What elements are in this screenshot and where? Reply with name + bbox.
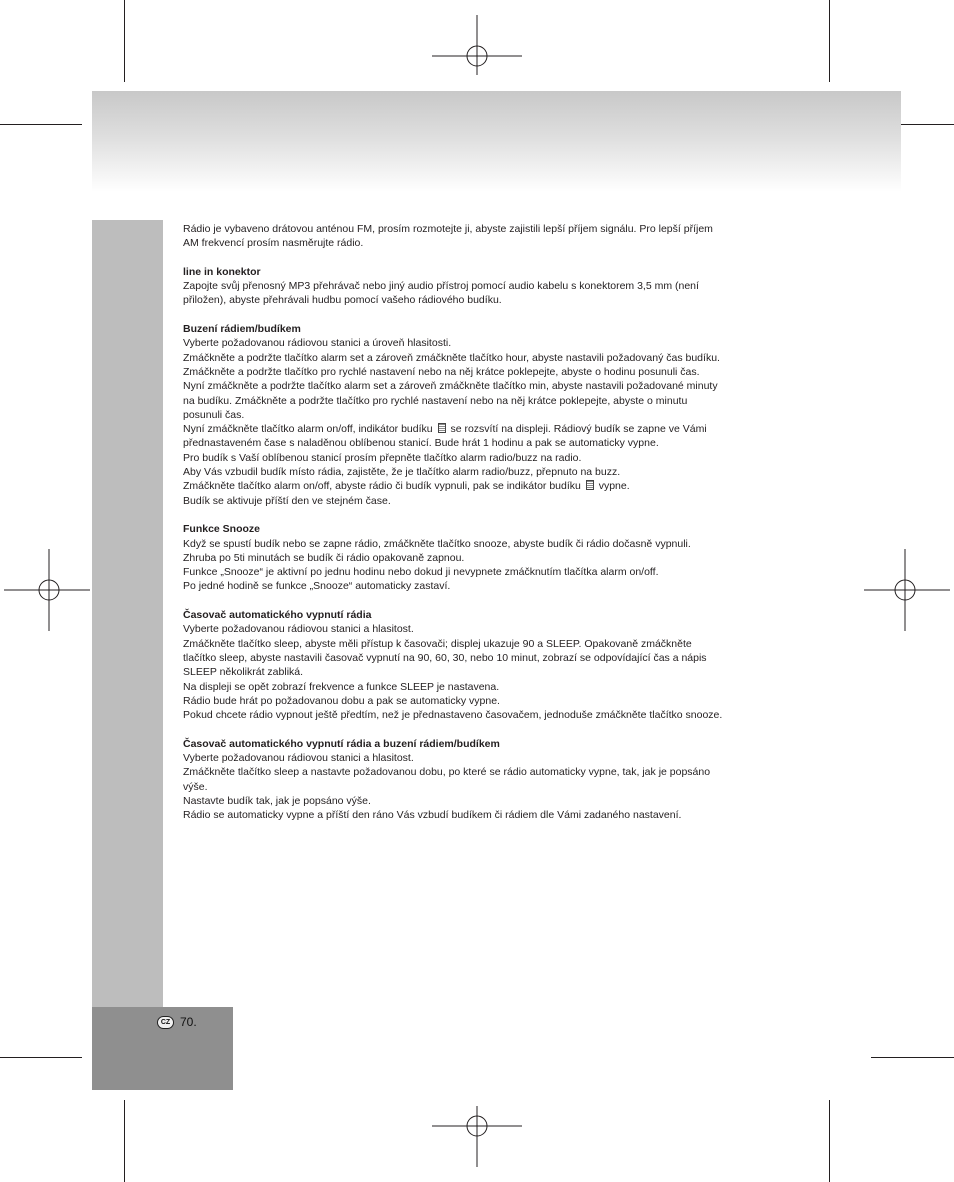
line-text: se rozsvítí na displeji. Rádiový budík se zapne ve Vámi <box>450 423 707 436</box>
paragraph-line: Aby Vás vzbudil budík místo rádia, zajistěte, že je tlačítko alarm radio/buzz, přepnuto na buzz. <box>183 466 621 479</box>
alarm-indicator-icon <box>586 480 594 490</box>
paragraph-line: Vyberte požadovanou rádiovou stanici a úroveň hlasitosti. <box>183 337 452 350</box>
paragraph-line: Zmáčkněte a podržte tlačítko alarm set a zároveň zmáčkněte tlačítko hour, abyste nastavili požadovaný čas budíku. <box>183 351 720 364</box>
paragraph-line: Funkce „Snooze“ je aktivní po jednu hodinu nebo dokud ji nevypnete zmáčknutím tlačítka alarm on/off. <box>183 566 659 579</box>
manual-content <box>183 222 803 822</box>
intro-line: AM frekvencí prosím nasměrujte rádio. <box>183 237 364 250</box>
section-heading-wake: Buzení rádiem/budíkem <box>183 323 301 336</box>
sidebar-strip <box>92 220 163 1090</box>
paragraph-line: Zapojte svůj přenosný MP3 přehrávač nebo jiný audio přístroj pomocí audio kabelu s konektorem 3,5 mm (není <box>183 280 699 293</box>
paragraph-line: na budíku. Zmáčkněte a podržte tlačítko pro rychlé nastavení nebo na něj krátce poklepejte, abyste o minutu <box>183 394 688 407</box>
paragraph-line <box>183 422 803 436</box>
paragraph-line: Na displeji se opět zobrazí frekvence a funkce SLEEP je nastavena. <box>183 680 500 693</box>
crop-mark-top-left-h <box>0 124 82 125</box>
paragraph-line: Rádio bude hrát po požadovanou dobu a pak se automaticky vypne. <box>183 694 500 707</box>
paragraph-line: Vyberte požadovanou rádiovou stanici a hlasitost. <box>183 751 414 764</box>
crop-mark-bottom-left-v <box>124 1100 125 1182</box>
paragraph-line: SLEEP několikrát zabliká. <box>183 666 304 679</box>
line-text: vypne. <box>598 480 630 493</box>
registration-mark-icon <box>860 545 950 635</box>
section-heading-snooze: Funkce Snooze <box>183 523 261 536</box>
registration-mark-icon <box>432 1081 522 1171</box>
line-text: Nyní zmáčkněte tlačítko alarm on/off, indikátor budíku <box>183 423 433 436</box>
crop-mark-bottom-right-h <box>871 1057 954 1058</box>
intro-line: Rádio je vybaveno drátovou anténou FM, prosím rozmotejte ji, abyste zajistili lepší příjem signálu. Pro lepší příjem <box>183 223 713 235</box>
paragraph-line: Pro budík s Vaší oblíbenou stanicí prosím přepněte tlačítko alarm radio/buzz na radio. <box>183 451 582 464</box>
paragraph-line: Zmáčkněte a podržte tlačítko pro rychlé nastavení nebo na něj krátce poklepejte, abyste o hodinu posunuli čas. <box>183 365 700 378</box>
registration-mark-icon <box>4 545 94 635</box>
paragraph-line: výše. <box>183 780 208 793</box>
registration-mark-icon <box>432 11 522 101</box>
paragraph-line <box>183 479 803 493</box>
paragraph-line: tlačítko sleep, abyste nastavili časovač vypnutí na 90, 60, 30, nebo 10 minut, zobrazí se odpovídající čas a nápis <box>183 651 707 664</box>
section-heading-sleep-wake: Časovač automatického vypnutí rádia a buzení rádiem/budíkem <box>183 737 500 750</box>
page-number-text: 70. <box>180 1015 197 1029</box>
paragraph-line: posunuli čas. <box>183 408 245 421</box>
crop-mark-bottom-left-h <box>0 1057 82 1058</box>
header-band <box>92 91 901 192</box>
page-number <box>157 1015 197 1029</box>
paragraph-line: Nyní zmáčkněte a podržte tlačítko alarm set a zároveň zmáčkněte tlačítko min, abyste nastavili požadované minuty <box>183 380 718 393</box>
paragraph-line: Nastavte budík tak, jak je popsáno výše. <box>183 794 371 807</box>
paragraph-line: Budík se aktivuje příští den ve stejném čase. <box>183 494 391 507</box>
paragraph-line: Vyberte požadovanou rádiovou stanici a hlasitost. <box>183 623 414 636</box>
section-heading-sleep-timer: Časovač automatického vypnutí rádia <box>183 609 372 622</box>
alarm-indicator-icon <box>438 423 446 433</box>
paragraph-line: přiložen), abyste přehrávali hudbu pomocí vašeho rádiového budíku. <box>183 294 502 307</box>
line-text: Zmáčkněte tlačítko alarm on/off, abyste rádio či budík vypnuli, pak se indikátor budíku <box>183 480 581 493</box>
paragraph-line: Když se spustí budík nebo se zapne rádio, zmáčkněte tlačítko snooze, abyste budík či rádio dočasně vypnuli. <box>183 537 691 550</box>
paragraph-line: Zhruba po 5ti minutách se budík či rádio opakovaně zapnou. <box>183 551 465 564</box>
paragraph-line: přednastaveném čase s naladěnou oblíbenou stanicí. Bude hrát 1 hodinu a pak se automaticky vypne. <box>183 437 659 450</box>
language-badge: CZ <box>157 1016 174 1029</box>
paragraph-line: Pokud chcete rádio vypnout ještě předtím, než je přednastaveno časovačem, jednoduše zmáčkněte tlačítko snooze. <box>183 709 723 722</box>
paragraph-line: Po jedné hodině se funkce „Snooze“ automaticky zastaví. <box>183 580 451 593</box>
section-heading-line-in: line in konektor <box>183 265 261 278</box>
paragraph-line: Zmáčkněte tlačítko sleep, abyste měli přístup k časovači; displej ukazuje 90 a SLEEP. Opakovaně zmáčkněte <box>183 637 692 650</box>
paragraph-line: Rádio se automaticky vypne a příští den ráno Vás vzbudí budíkem či rádiem dle Vámi zadaného nastavení. <box>183 809 682 822</box>
crop-mark-bottom-right-v <box>829 1100 830 1182</box>
paragraph-line: Zmáčkněte tlačítko sleep a nastavte požadovanou dobu, po které se rádio automaticky vypne, tak, jak je popsáno <box>183 766 711 779</box>
crop-mark-top-right-v <box>829 0 830 82</box>
crop-mark-top-left-v <box>124 0 125 82</box>
